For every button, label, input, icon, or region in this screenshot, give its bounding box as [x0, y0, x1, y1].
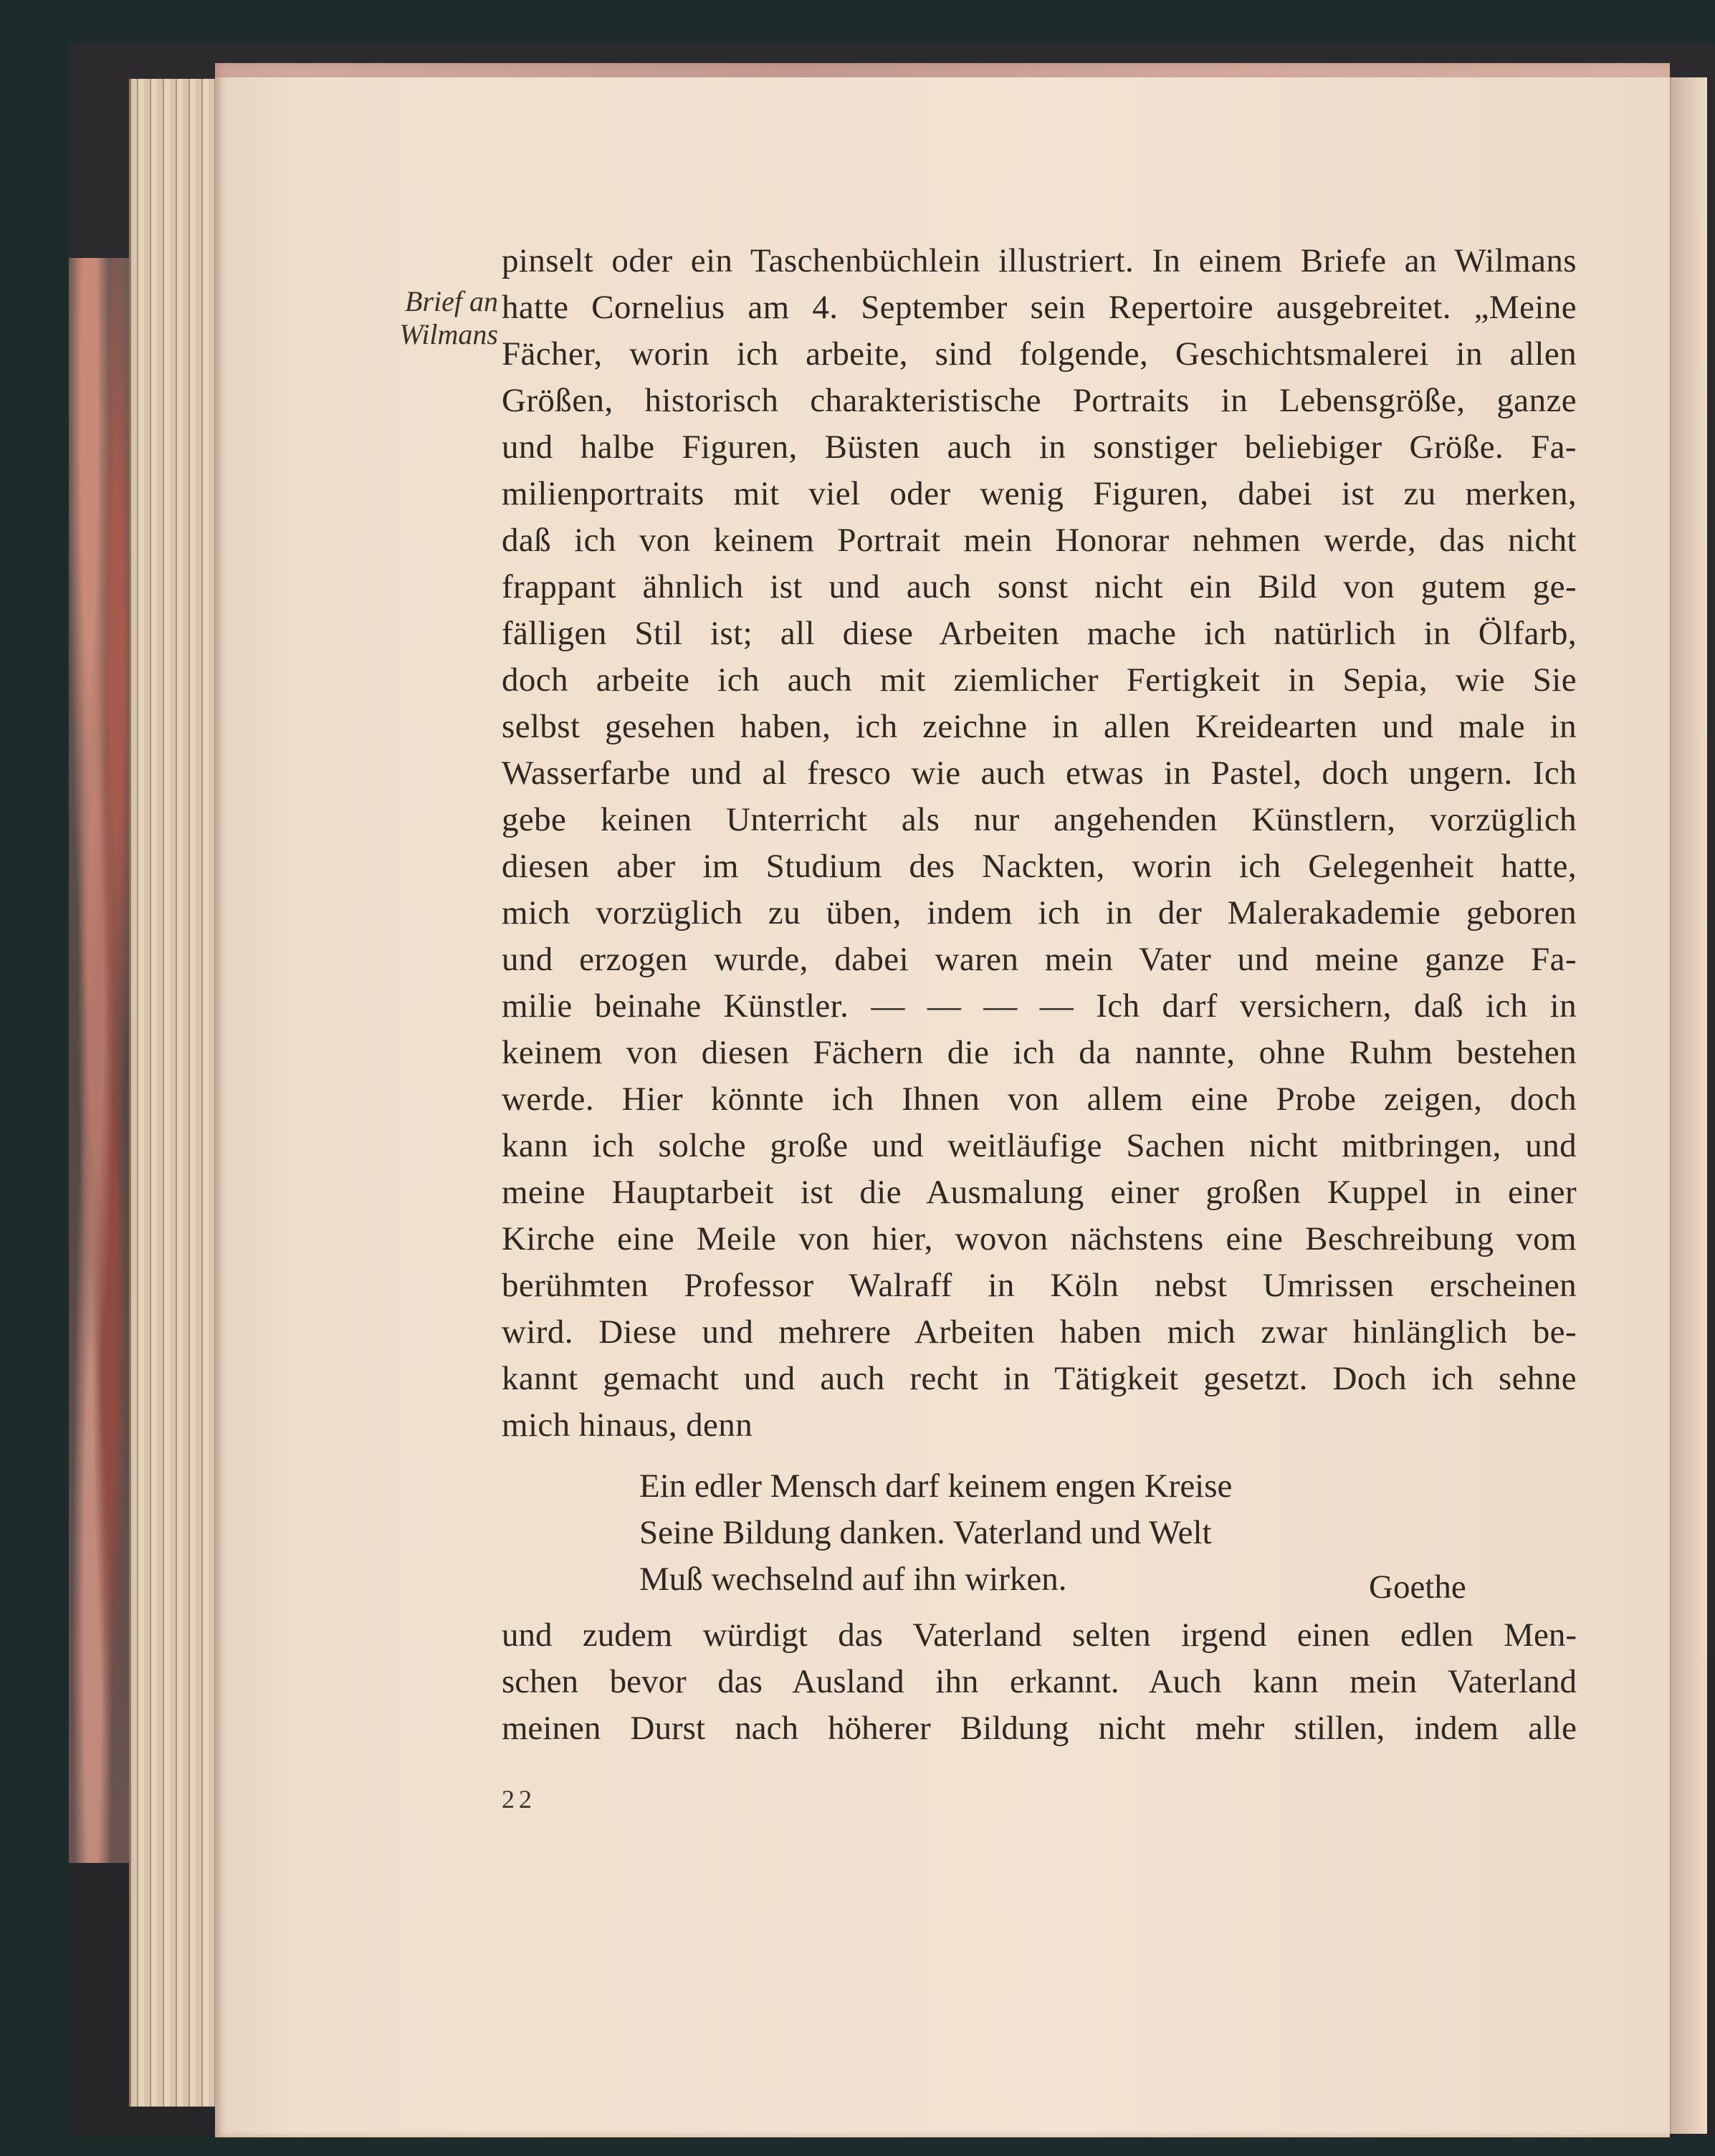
text-line: frappant ähnlich ist und auch sonst nicht ein Bild von gutem ge-: [502, 568, 1577, 605]
text-line: schen bevor das Ausland ihn erkannt. Auch kann mein Vaterland: [502, 1663, 1577, 1700]
text-line: meine Hauptarbeit ist die Ausmalung einer großen Kuppel in einer: [502, 1174, 1577, 1211]
text-line: Kirche eine Meile von hier, wovon nächstens eine Beschreibung vom: [502, 1220, 1577, 1257]
facing-page-edge: [1670, 77, 1707, 2134]
margin-note-line: Wilmans: [399, 318, 498, 350]
text-line: und halbe Figuren, Büsten auch in sonstiger beliebiger Größe. Fa-: [502, 428, 1577, 466]
text-line: milie beinahe Künstler. — — — — Ich darf versichern, daß ich in: [502, 987, 1577, 1025]
text-line: meinen Durst nach höherer Bildung nicht mehr stillen, indem alle: [502, 1710, 1577, 1747]
page-top-edge-stain: [215, 63, 1670, 77]
marbled-endpaper: [69, 258, 137, 1863]
text-line: mich vorzüglich zu üben, indem ich in der Malerakademie geboren: [502, 894, 1577, 931]
text-line: selbst gesehen haben, ich zeichne in allen Kreidearten und male in: [502, 708, 1577, 745]
text-line: milienportraits mit viel oder wenig Figuren, dabei ist zu merken,: [502, 475, 1577, 512]
text-line: keinem von diesen Fächern die ich da nannte, ohne Ruhm bestehen: [502, 1034, 1577, 1071]
text-line: daß ich von keinem Portrait mein Honorar nehmen werde, das nicht: [502, 522, 1577, 559]
text-line: Größen, historisch charakteristische Portraits in Lebensgröße, ganze: [502, 382, 1577, 419]
text-line: fälligen Stil ist; all diese Arbeiten mache ich natürlich in Ölfarb,: [502, 615, 1577, 652]
text-line: Wasserfarbe und al fresco wie auch etwas in Pastel, doch ungern. Ich: [502, 754, 1577, 792]
poem-line: Seine Bildung danken. Vaterland und Welt: [639, 1514, 1212, 1551]
text-line: Fächer, worin ich arbeite, sind folgende, Geschichtsmalerei in allen: [502, 335, 1577, 373]
text-line: pinselt oder ein Taschenbüchlein illustriert. In einem Briefe an Wilmans: [502, 242, 1577, 279]
body-text: [502, 238, 1577, 1449]
page-number: 22: [502, 1785, 536, 1814]
margin-note: [380, 285, 498, 351]
poem-author: Goethe: [1369, 1568, 1466, 1606]
poem-line: Ein edler Mensch darf keinem engen Kreise: [639, 1467, 1233, 1505]
text-line: werde. Hier könnte ich Ihnen von allem eine Probe zeigen, doch: [502, 1081, 1577, 1118]
text-line: wird. Diese und mehrere Arbeiten haben mich zwar hinlänglich be-: [502, 1313, 1577, 1351]
text-line: doch arbeite ich auch mit ziemlicher Fertigkeit in Sepia, wie Sie: [502, 661, 1577, 699]
text-line: berühmten Professor Walraff in Köln nebst Umrissen erscheinen: [502, 1267, 1577, 1304]
text-line: mich hinaus, denn: [502, 1407, 753, 1444]
margin-note-line: Brief an: [405, 285, 498, 317]
text-line: gebe keinen Unterricht als nur angehenden Künstlern, vorzüglich: [502, 801, 1577, 838]
poem-line: Muß wechselnd auf ihn wirken.: [639, 1561, 1067, 1598]
text-line: und zudem würdigt das Vaterland selten irgend einen edlen Men-: [502, 1616, 1577, 1654]
text-line: diesen aber im Studium des Nackten, worin ich Gelegenheit hatte,: [502, 848, 1577, 885]
text-line: kann ich solche große und weitläufige Sachen nicht mitbringen, und: [502, 1127, 1577, 1164]
closing-text: [502, 1612, 1577, 1752]
text-line: und erzogen wurde, dabei waren mein Vater und meine ganze Fa-: [502, 941, 1577, 978]
text-line: hatte Cornelius am 4. September sein Repertoire ausgebreitet. „Meine: [502, 289, 1577, 326]
text-line: kannt gemacht und auch recht in Tätigkeit gesetzt. Doch ich sehne: [502, 1360, 1577, 1397]
